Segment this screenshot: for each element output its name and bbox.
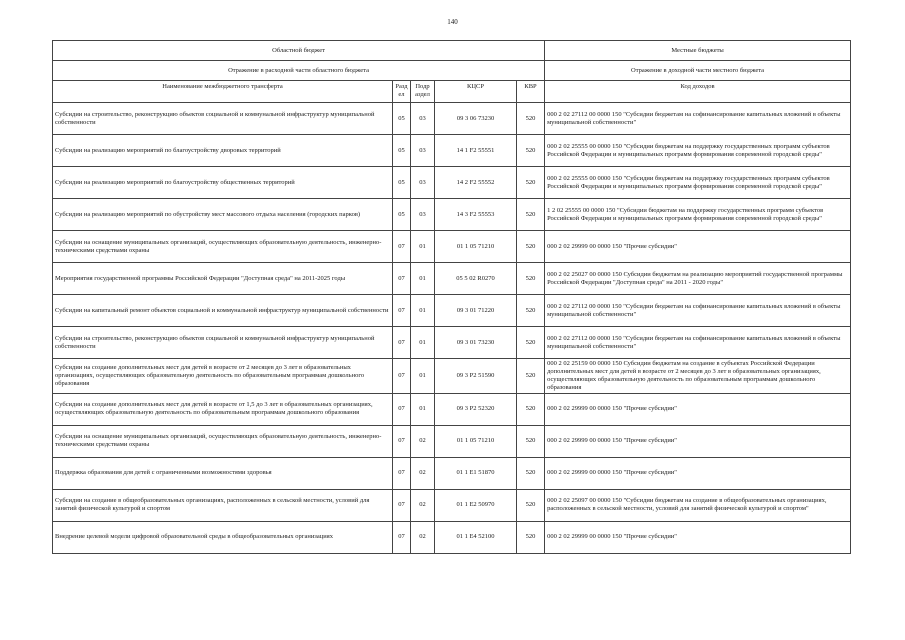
section-code: 07 [393, 231, 411, 263]
section-code: 07 [393, 359, 411, 394]
kvr-code: 520 [517, 231, 545, 263]
section-code: 07 [393, 489, 411, 521]
column-header-name: Наименование межбюджетного трансферта [53, 81, 393, 103]
transfer-name: Мероприятия государственной программы Российской Федерации "Доступная среда" на 2011-2025 годы [53, 263, 393, 295]
table-row [53, 103, 851, 135]
regional-budget-header: Областной бюджет [53, 41, 545, 61]
subsection-code: 02 [411, 521, 435, 553]
kvr-code: 520 [517, 425, 545, 457]
income-code: 000 2 02 29999 00 0000 150 "Прочие субсидии" [545, 231, 851, 263]
subsection-code: 02 [411, 457, 435, 489]
income-code: 000 2 02 29999 00 0000 150 "Прочие субсидии" [545, 457, 851, 489]
table-row [53, 359, 851, 394]
transfer-name: Субсидии на капитальный ремонт объектов социальной и коммунальной инфраструктур муниципальной собственности [53, 295, 393, 327]
table-row [53, 231, 851, 263]
kvr-code: 520 [517, 521, 545, 553]
subsection-code: 02 [411, 425, 435, 457]
column-header-kvr: КВР [517, 81, 545, 103]
ktssr-code: 09 3 01 73230 [435, 327, 517, 359]
income-code: 000 2 02 29999 00 0000 150 "Прочие субсидии" [545, 425, 851, 457]
ktssr-code: 05 5 02 R0270 [435, 263, 517, 295]
section-code: 05 [393, 199, 411, 231]
transfer-name: Субсидии на реализацию мероприятий по благоустройству дворовых территорий [53, 135, 393, 167]
section-code: 07 [393, 295, 411, 327]
subsection-code: 03 [411, 135, 435, 167]
transfer-name: Субсидии на оснащение муниципальных организаций, осуществляющих образовательную деятельность, инженерно-техническими средствами охраны [53, 425, 393, 457]
ktssr-code: 01 1 E1 51870 [435, 457, 517, 489]
kvr-code: 520 [517, 295, 545, 327]
table-row [53, 425, 851, 457]
table-row [53, 199, 851, 231]
transfer-name: Субсидии на реализацию мероприятий по благоустройству общественных территорий [53, 167, 393, 199]
transfer-name: Субсидии на строительство, реконструкцию объектов социальной и коммунальной инфраструктур муниципальной собственности [53, 327, 393, 359]
column-header-subsection: Подр аздел [411, 81, 435, 103]
transfer-name: Субсидии на строительство, реконструкцию объектов социальной и коммунальной инфраструктур муниципальной собственности [53, 103, 393, 135]
kvr-code: 520 [517, 167, 545, 199]
subsection-code: 03 [411, 199, 435, 231]
subsection-code: 01 [411, 359, 435, 394]
section-code: 07 [393, 327, 411, 359]
subsection-code: 02 [411, 489, 435, 521]
income-code: 000 2 02 27112 00 0000 150 "Субсидии бюджетам на софинансирование капитальных вложений в объекты муниципальной собственности" [545, 103, 851, 135]
subsection-code: 01 [411, 393, 435, 425]
page-number: 140 [447, 18, 458, 26]
kvr-code: 520 [517, 135, 545, 167]
ktssr-code: 09 3 P2 52320 [435, 393, 517, 425]
kvr-code: 520 [517, 457, 545, 489]
section-code: 05 [393, 135, 411, 167]
budget-transfers-table [52, 40, 851, 554]
local-budgets-header: Местные бюджеты [545, 41, 851, 61]
kvr-code: 520 [517, 103, 545, 135]
subsection-code: 03 [411, 167, 435, 199]
income-code: 000 2 02 25555 00 0000 150 "Субсидии бюджетам на поддержку государственных программ субъектов Российской Федерации и муниципальных программ формирования современной городской среды" [545, 167, 851, 199]
transfer-name: Субсидии на реализацию мероприятий по обустройству мест массового отдыха населения (городских парков) [53, 199, 393, 231]
section-code: 07 [393, 521, 411, 553]
ktssr-code: 01 1 E4 52100 [435, 521, 517, 553]
transfer-name: Субсидии на создание в общеобразовательных организациях, расположенных в сельской местности, условий для занятий физической культурой и спортом [53, 489, 393, 521]
ktssr-code: 14 1 F2 55551 [435, 135, 517, 167]
ktssr-code: 09 3 06 73230 [435, 103, 517, 135]
ktssr-code: 01 1 E2 50970 [435, 489, 517, 521]
subsection-code: 01 [411, 231, 435, 263]
section-code: 05 [393, 167, 411, 199]
ktssr-code: 14 2 F2 55552 [435, 167, 517, 199]
subsection-code: 01 [411, 295, 435, 327]
table-row [53, 457, 851, 489]
local-income-header: Отражение в доходной части местного бюджета [545, 61, 851, 81]
table-row [53, 135, 851, 167]
table-row [53, 521, 851, 553]
ktssr-code: 14 3 F2 55553 [435, 199, 517, 231]
kvr-code: 520 [517, 263, 545, 295]
kvr-code: 520 [517, 327, 545, 359]
table-row [53, 263, 851, 295]
ktssr-code: 09 3 01 71220 [435, 295, 517, 327]
subsection-code: 01 [411, 327, 435, 359]
column-header-ktssr: КЦСР [435, 81, 517, 103]
income-code: 000 2 02 25027 00 0000 150 Субсидии бюджетам на реализацию мероприятий государственной программы Российской Федерации "Доступная среда" на 2011 - 2020 годы" [545, 263, 851, 295]
transfer-name: Субсидии на создание дополнительных мест для детей в возрасте от 2 месяцев до 3 лет в образовательных организациях, осуществляющих образовательную деятельность по образовательным программам дошкольного образования [53, 359, 393, 394]
table-row [53, 327, 851, 359]
income-code: 000 2 02 25159 00 0000 150 Субсидии бюджетам на создание в субъектах Российской Федерации дополнительных мест для детей в возрасте от 2 месяцев до 3 лет в образовательных организациях, осуществляющих образовательную деятельность по образовательным программам дошкольного образования [545, 359, 851, 394]
kvr-code: 520 [517, 359, 545, 394]
table-row [53, 489, 851, 521]
ktssr-code: 01 1 05 71210 [435, 231, 517, 263]
regional-expenditure-header: Отражение в расходной части областного бюджета [53, 61, 545, 81]
column-header-income-code: Код доходов [545, 81, 851, 103]
income-code: 000 2 02 27112 00 0000 150 "Субсидии бюджетам на софинансирование капитальных вложений в объекты муниципальной собственности" [545, 327, 851, 359]
transfer-name: Субсидии на оснащение муниципальных организаций, осуществляющих образовательную деятельность, инженерно-техническими средствами охраны [53, 231, 393, 263]
transfer-name: Поддержка образования для детей с ограниченными возможностями здоровья [53, 457, 393, 489]
table-row [53, 167, 851, 199]
income-code: 000 2 02 29999 00 0000 150 "Прочие субсидии" [545, 521, 851, 553]
subsection-code: 03 [411, 103, 435, 135]
section-code: 05 [393, 103, 411, 135]
subsection-code: 01 [411, 263, 435, 295]
kvr-code: 520 [517, 199, 545, 231]
income-code: 1 2 02 25555 00 0000 150 "Субсидии бюджетам на поддержку государственных программ субъектов Российской Федерации и муниципальных программ формирования современной городской среды" [545, 199, 851, 231]
income-code: 000 2 02 25097 00 0000 150 "Субсидии бюджетам на создание в общеобразовательных организациях, расположенных в сельской местности, условий для занятий физической культурой и спортом" [545, 489, 851, 521]
table-row [53, 393, 851, 425]
transfer-name: Субсидии на создание дополнительных мест для детей в возрасте от 1,5 до 3 лет в образовательных организациях, осуществляющих образовательную деятельность по образовательным программам дошкольного образования [53, 393, 393, 425]
section-code: 07 [393, 393, 411, 425]
kvr-code: 520 [517, 393, 545, 425]
income-code: 000 2 02 25555 00 0000 150 "Субсидии бюджетам на поддержку государственных программ субъектов Российской Федерации и муниципальных программ формирования современной городской среды" [545, 135, 851, 167]
kvr-code: 520 [517, 489, 545, 521]
ktssr-code: 09 3 P2 51590 [435, 359, 517, 394]
section-code: 07 [393, 457, 411, 489]
section-code: 07 [393, 263, 411, 295]
ktssr-code: 01 1 05 71210 [435, 425, 517, 457]
income-code: 000 2 02 29999 00 0000 150 "Прочие субсидии" [545, 393, 851, 425]
section-code: 07 [393, 425, 411, 457]
transfer-name: Внедрение целевой модели цифровой образовательной среды в общеобразовательных организациях [53, 521, 393, 553]
column-header-section: Разд ел [393, 81, 411, 103]
table-row [53, 295, 851, 327]
income-code: 000 2 02 27112 00 0000 150 "Субсидии бюджетам на софинансирование капитальных вложений в объекты муниципальной собственности" [545, 295, 851, 327]
